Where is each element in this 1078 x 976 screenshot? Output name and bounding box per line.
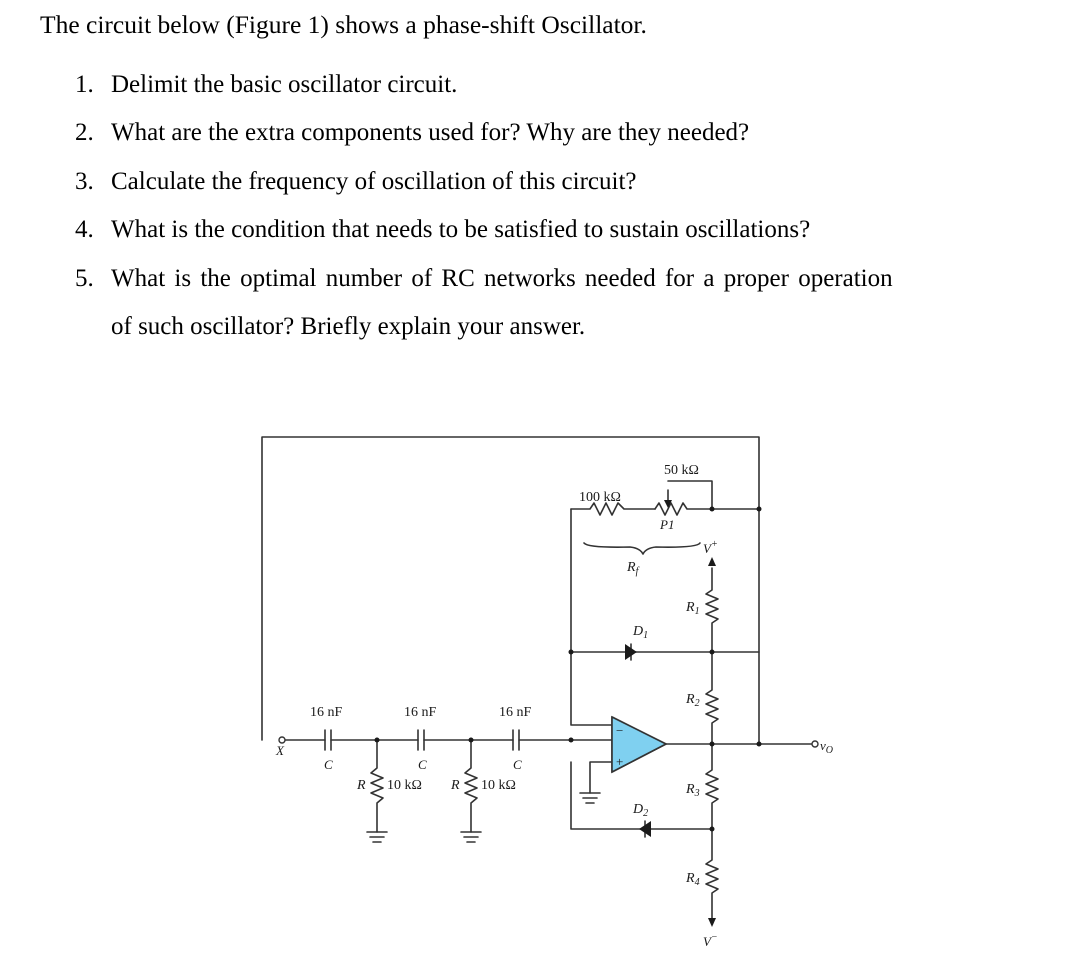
intro-text: The circuit below (Figure 1) shows a phase-shift Oscillator. xyxy=(40,10,647,39)
shunt-resistor-value: 10 kΩ xyxy=(387,778,422,793)
capacitor-value: 16 nF xyxy=(310,705,343,720)
question-text: What is the optimal number of RC networks needed for a proper operation xyxy=(111,265,893,292)
capacitor-c3 xyxy=(513,730,519,750)
capacitor-value: 16 nF xyxy=(404,705,437,720)
divider-label-r2: $R_2$ xyxy=(686,692,700,709)
diode-2-label: $D_2$ xyxy=(633,802,649,819)
question-number: 2. xyxy=(75,119,94,146)
vplus-label: V+ xyxy=(703,539,718,556)
question-number: 3. xyxy=(75,168,94,195)
question-5-continuation: of such oscillator? Briefly explain your answer. xyxy=(111,313,586,340)
potentiometer-value: 50 kΩ xyxy=(664,463,699,478)
output-label: $v_O$ xyxy=(820,738,834,756)
opamp-noninverting-sign: + xyxy=(616,754,624,769)
capacitor-c2 xyxy=(418,730,424,750)
question-number: 5. xyxy=(75,265,94,292)
divider-label-r4: $R_4$ xyxy=(686,871,700,888)
capacitor-label: C xyxy=(418,757,427,772)
question-number: 4. xyxy=(75,216,94,243)
vminus-arrow xyxy=(708,918,716,927)
divider-label-r3: $R_3$ xyxy=(686,782,700,799)
ground-symbol xyxy=(367,832,387,842)
potentiometer-label: P1 xyxy=(660,517,675,532)
capacitor-label: C xyxy=(324,757,333,772)
rf-label: $R_f$ xyxy=(627,560,639,577)
diode-1-label: $D_1$ xyxy=(633,624,649,641)
vplus-arrow xyxy=(708,557,716,566)
input-label: X xyxy=(276,743,284,758)
shunt-resistor-2 xyxy=(465,740,477,832)
shunt-resistor-value: 10 kΩ xyxy=(481,778,516,793)
capacitor-value: 16 nF xyxy=(499,705,532,720)
feedback-resistor-value: 100 kΩ xyxy=(579,490,621,505)
shunt-resistor-label: R xyxy=(357,778,366,793)
opamp-inverting-sign: − xyxy=(616,723,624,738)
question-text: Calculate the frequency of oscillation of this circuit? xyxy=(111,168,637,195)
ground-symbol xyxy=(580,793,600,803)
question-text: What are the extra components used for? Why are they needed? xyxy=(111,119,750,146)
question-text: Delimit the basic oscillator circuit. xyxy=(111,71,458,98)
capacitor-label: C xyxy=(513,757,522,772)
shunt-resistor-1 xyxy=(371,740,383,832)
capacitor-c1 xyxy=(325,730,331,750)
potentiometer xyxy=(655,503,759,515)
question-text: What is the condition that needs to be satisfied to sustain oscillations? xyxy=(111,216,811,243)
divider-label-r1: $R_1$ xyxy=(686,600,700,617)
ground-symbol xyxy=(461,832,481,842)
vminus-label: V− xyxy=(703,932,718,949)
shunt-resistor-label: R xyxy=(451,778,460,793)
feedback-wire xyxy=(262,437,759,740)
question-number: 1. xyxy=(75,71,94,98)
